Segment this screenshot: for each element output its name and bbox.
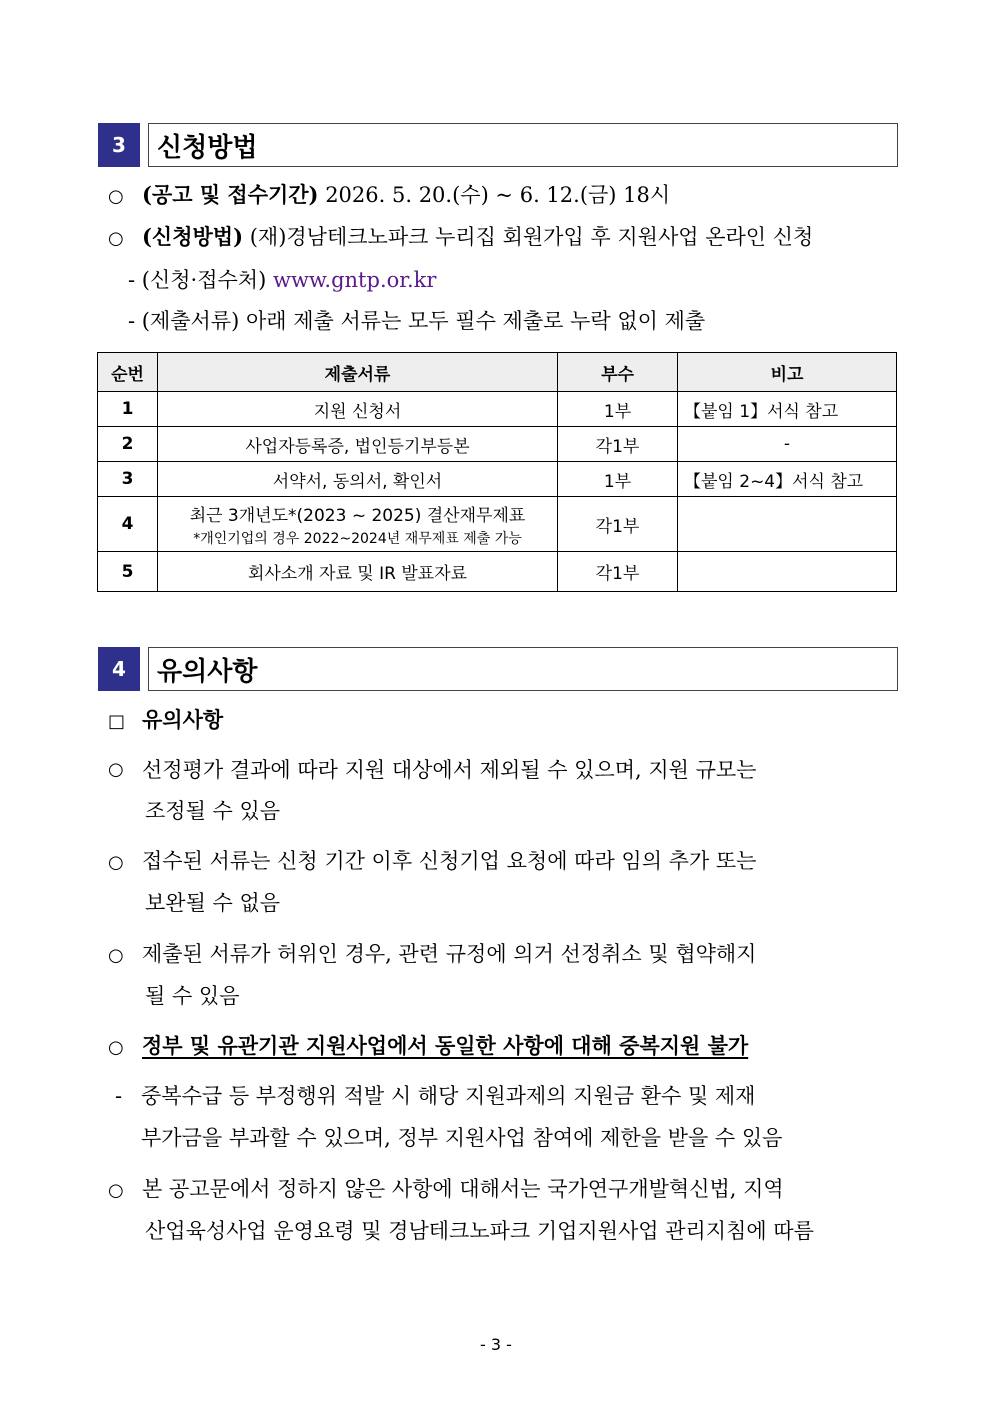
docs-label: (제출서류): [141, 309, 240, 333]
notice-text: 선정평가 결과에 따라 지원 대상에서 제외될 수 있으며, 지원 규모는: [142, 758, 757, 782]
header-copies: 부수: [558, 353, 678, 392]
row-doc: 서약서, 동의서, 확인서: [158, 462, 558, 497]
receive-label: (신청·접수처): [141, 268, 267, 292]
circle-bullet-icon: ○: [108, 759, 124, 780]
section-title: 유의사항: [148, 647, 898, 691]
docs-value: 아래 제출 서류는 모두 필수 제출로 누락 없이 제출: [246, 309, 706, 333]
section-number: 4: [98, 647, 140, 691]
row-doc: 사업자등록증, 법인등기부등본: [158, 427, 558, 462]
method-value: (재)경남테크노파크 누리집 회원가입 후 지원사업 온라인 신청: [249, 225, 814, 249]
header-no: 순번: [98, 353, 158, 392]
notice-text: 중복수급 등 부정행위 적발 시 해당 지원과제의 지원금 환수 및 제재: [141, 1084, 756, 1108]
row-note: 【붙임 1】서식 참고: [678, 392, 897, 427]
row-doc-footnote: *개인기업의 경우 2022~2024년 재무제표 제출 가능: [193, 530, 522, 547]
period-line: [108, 180, 670, 212]
method-line: [108, 222, 813, 254]
method-label: (신청방법): [142, 224, 244, 249]
notice-item-1: [108, 755, 898, 785]
circle-bullet-icon: ○: [108, 228, 124, 249]
row-no: 1: [98, 392, 158, 427]
notice-text: 본 공고문에서 정하지 않은 사항에 대해서는 국가연구개발혁신법, 지역: [142, 1177, 784, 1201]
notice-item-4-sub-cont: 부가금을 부과할 수 있으며, 정부 지원사업 참여에 제한을 받을 수 있음: [141, 1126, 783, 1150]
row-doc: 회사소개 자료 및 IR 발표자료: [158, 552, 558, 592]
table-row: [98, 392, 897, 427]
period-label: (공고 및 접수기간): [142, 182, 319, 207]
docs-line: [128, 306, 705, 336]
row-no: 4: [98, 497, 158, 552]
row-note: 【붙임 2~4】서식 참고: [678, 462, 897, 497]
circle-bullet-icon: ○: [108, 852, 124, 873]
row-no: 2: [98, 427, 158, 462]
notice-text: 제출된 서류가 허위인 경우, 관련 규정에 의거 선정취소 및 협약해지: [142, 942, 757, 966]
notice-item-3-cont: 될 수 있음: [145, 984, 240, 1008]
row-copies: 1부: [558, 392, 678, 427]
row-doc-cell: [158, 497, 558, 552]
notice-item-1-cont: 조정될 수 있음: [145, 799, 281, 823]
row-copies: 1부: [558, 462, 678, 497]
row-no: 5: [98, 552, 158, 592]
dash-bullet: -: [128, 309, 136, 333]
notice-text: 접수된 서류는 신청 기간 이후 신청기업 요청에 따라 임의 추가 또는: [142, 849, 757, 873]
checkbox-bullet-icon: □: [108, 711, 126, 732]
notice-item-4: [108, 1031, 748, 1063]
box-heading-label: 유의사항: [142, 707, 224, 732]
notice-item-3: [108, 939, 756, 971]
notice-item-5-cont: 산업육성사업 운영요령 및 경남테크노파크 기업지원사업 관리지침에 따름: [145, 1219, 814, 1243]
header-doc: 제출서류: [158, 353, 558, 392]
table-row: [98, 427, 897, 462]
notice-item-2: [108, 846, 756, 878]
page-number: - 3 -: [480, 1335, 512, 1354]
row-copies: 각1부: [558, 427, 678, 462]
notice-text-emphasis: 정부 및 유관기관 지원사업에서 동일한 사항에 대해 중복지원 불가: [142, 1033, 749, 1058]
section-4-header: [98, 647, 898, 691]
receive-line: [128, 265, 436, 295]
section-number: 3: [98, 123, 140, 167]
circle-bullet-icon: ○: [108, 945, 124, 966]
row-copies: 각1부: [558, 497, 678, 552]
table-row: [98, 497, 897, 552]
dash-bullet: -: [128, 268, 136, 292]
dash-bullet: -: [115, 1084, 123, 1108]
notice-item-2-cont: 보완될 수 없음: [145, 891, 281, 915]
row-doc: 최근 3개년도*(2023 ~ 2025) 결산재무제표: [189, 505, 526, 526]
header-note: 비고: [678, 353, 897, 392]
section-3-header: [98, 123, 898, 167]
row-doc: 지원 신청서: [158, 392, 558, 427]
receive-url-link[interactable]: www.gntp.or.kr: [272, 268, 437, 292]
circle-bullet-icon: ○: [108, 1037, 124, 1058]
table-header-row: [98, 353, 897, 392]
circle-bullet-icon: ○: [108, 1180, 124, 1201]
notice-item-4-sub: [115, 1081, 755, 1111]
row-note: -: [678, 427, 897, 462]
row-note: [678, 552, 897, 592]
section-title: 신청방법: [148, 123, 898, 167]
period-value: 2026. 5. 20.(수) ~ 6. 12.(금) 18시: [325, 183, 671, 207]
table-row: [98, 552, 897, 592]
row-copies: 각1부: [558, 552, 678, 592]
row-no: 3: [98, 462, 158, 497]
box-heading: [108, 705, 223, 737]
circle-bullet-icon: ○: [108, 186, 124, 207]
notice-item-5: [108, 1174, 784, 1206]
row-note: [678, 497, 897, 552]
table-row: [98, 462, 897, 497]
documents-table: [97, 352, 897, 592]
